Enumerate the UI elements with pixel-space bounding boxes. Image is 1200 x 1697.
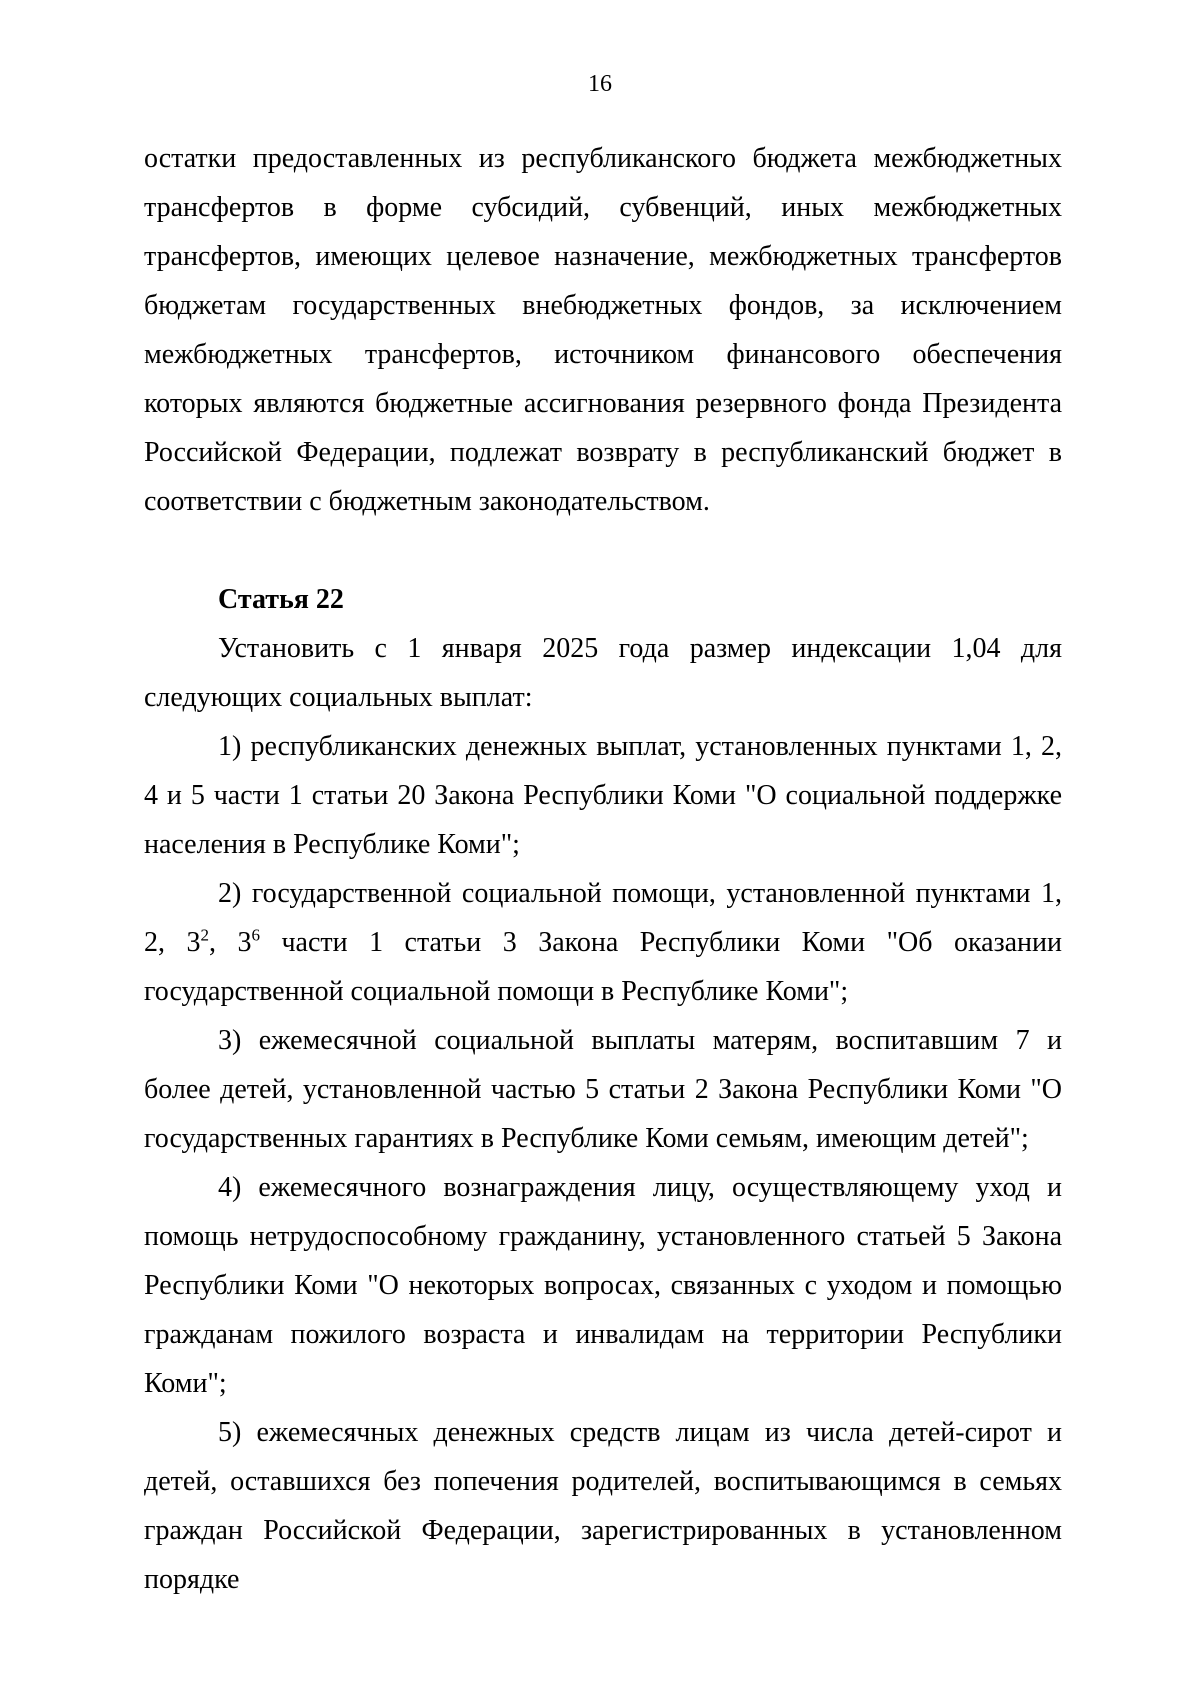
article-heading: Статья 22	[218, 584, 344, 615]
superscript-b: 6	[251, 925, 260, 945]
superscript-a: 2	[200, 925, 209, 945]
document-body	[144, 134, 1062, 1604]
page-number: 16	[588, 71, 612, 97]
list-item-1: 1) республиканских денежных выплат, установленных пунктами 1, 2, 4 и 5 части 1 статьи 20 Закона Республики Коми "О социальной поддержке населения в Республике Коми";	[144, 731, 1062, 860]
list-item-2-text-c: части 1 статьи 3 Закона Республики Коми "Об оказании государственной социальной помощи в Республике Коми";	[144, 927, 1063, 1007]
list-item-2	[144, 869, 1062, 1016]
article-lead-paragraph: Установить с 1 января 2025 года размер индексации 1,04 для следующих социальных выплат:	[144, 633, 1062, 713]
list-item-4: 4) ежемесячного вознаграждения лицу, осуществляющему уход и помощь нетрудоспособному гражданину, установленного статьей 5 Закона Республики Коми "О некоторых вопросах, связанных с уходом и помощью гражданам пожилого возраста и инвалидам на территории Республики Коми";	[144, 1172, 1062, 1399]
list-item-3: 3) ежемесячной социальной выплаты матерям, воспитавшим 7 и более детей, установленной частью 5 статьи 2 Закона Республики Коми "О государственных гарантиях в Республике Коми семьям, имеющим детей";	[144, 1025, 1062, 1154]
list-item-5: 5) ежемесячных денежных средств лицам из числа детей-сирот и детей, оставшихся без попечения родителей, воспитывающимся в семьях граждан Российской Федерации, зарегистрированных в установленном порядке	[144, 1417, 1062, 1595]
list-item-2-text-a: 2) государственной социальной помощи, установленной пунктами 1, 2, 3	[144, 878, 1062, 958]
intro-paragraph: остатки предоставленных из республиканского бюджета межбюджетных трансфертов в форме субсидий, субвенций, иных межбюджетных трансфертов, имеющих целевое назначение, межбюджетных трансфертов бюджетам государственных внебюджетных фондов, за исключением межбюджетных трансфертов, источником финансового обеспечения которых являются бюджетные ассигнования резервного фонда Президента Российской Федерации, подлежат возврату в республиканский бюджет в соответствии с бюджетным законодательством.	[144, 143, 1062, 517]
list-item-2-text-b: , 3	[208, 927, 252, 958]
